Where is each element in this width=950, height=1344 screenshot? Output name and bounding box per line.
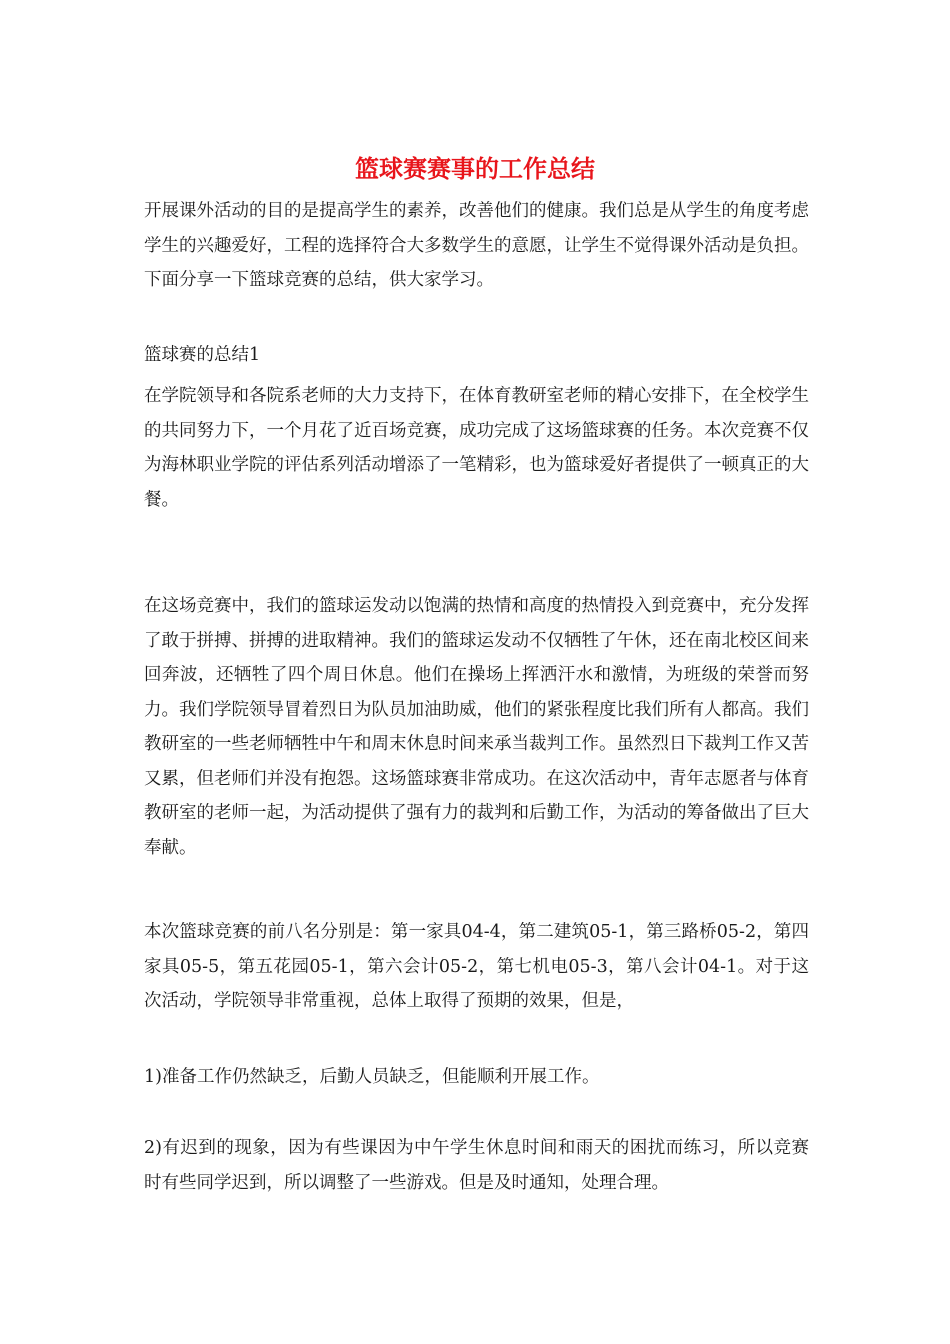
document-title: 篮球赛赛事的工作总结	[355, 154, 595, 183]
list-item: 1)准备工作仍然缺乏，后勤人员缺乏，但能顺利开展工作。	[144, 1067, 600, 1087]
list-item: 2)有迟到的现象，因为有些课因为中午学生休息时间和雨天的困扰而练习，所以竞赛时有些同学迟到，所以调整了一些游戏。但是及时通知，处理合理。	[144, 1138, 809, 1193]
body-paragraph: 在学院领导和各院系老师的大力支持下，在体育教研室老师的精心安排下，在全校学生的共同努力下，一个月花了近百场竞赛，成功完成了这场篮球赛的任务。本次竞赛不仅为海林职业学院的评估系列活动增添了一笔精彩，也为篮球爱好者提供了一顿真正的大餐。	[144, 386, 809, 510]
ranking-paragraph: 本次篮球竞赛的前八名分别是：第一家具04-4，第二建筑05-1，第三路桥05-2，第四家具05-5，第五花园05-1，第六会计05-2，第七机电05-3，第八会计04-1。对于这次活动，学院领导非常重视，总体上取得了预期的效果，但是，	[144, 922, 809, 1011]
intro-paragraph: 开展课外活动的目的是提高学生的素养，改善他们的健康。我们总是从学生的角度考虑学生的兴趣爱好，工程的选择符合大多数学生的意愿，让学生不觉得课外活动是负担。下面分享一下篮球竞赛的总结，供大家学习。	[144, 201, 809, 290]
body-paragraph: 在这场竞赛中，我们的篮球运发动以饱满的热情和高度的热情投入到竞赛中，充分发挥了敢于拼搏、拼搏的进取精神。我们的篮球运发动不仅牺牲了午休，还在南北校区间来回奔波，还牺牲了四个周日休息。他们在操场上挥洒汗水和激情，为班级的荣誉而努力。我们学院领导冒着烈日为队员加油助威，他们的紧张程度比我们所有人都高。我们教研室的一些老师牺牲中午和周末休息时间来承当裁判工作。虽然烈日下裁判工作又苦又累，但老师们并没有抱怨。这场篮球赛非常成功。在这次活动中，青年志愿者与体育教研室的老师一起，为活动提供了强有力的裁判和后勤工作，为活动的筹备做出了巨大奉献。	[144, 596, 809, 858]
section-heading: 篮球赛的总结1	[144, 345, 261, 365]
